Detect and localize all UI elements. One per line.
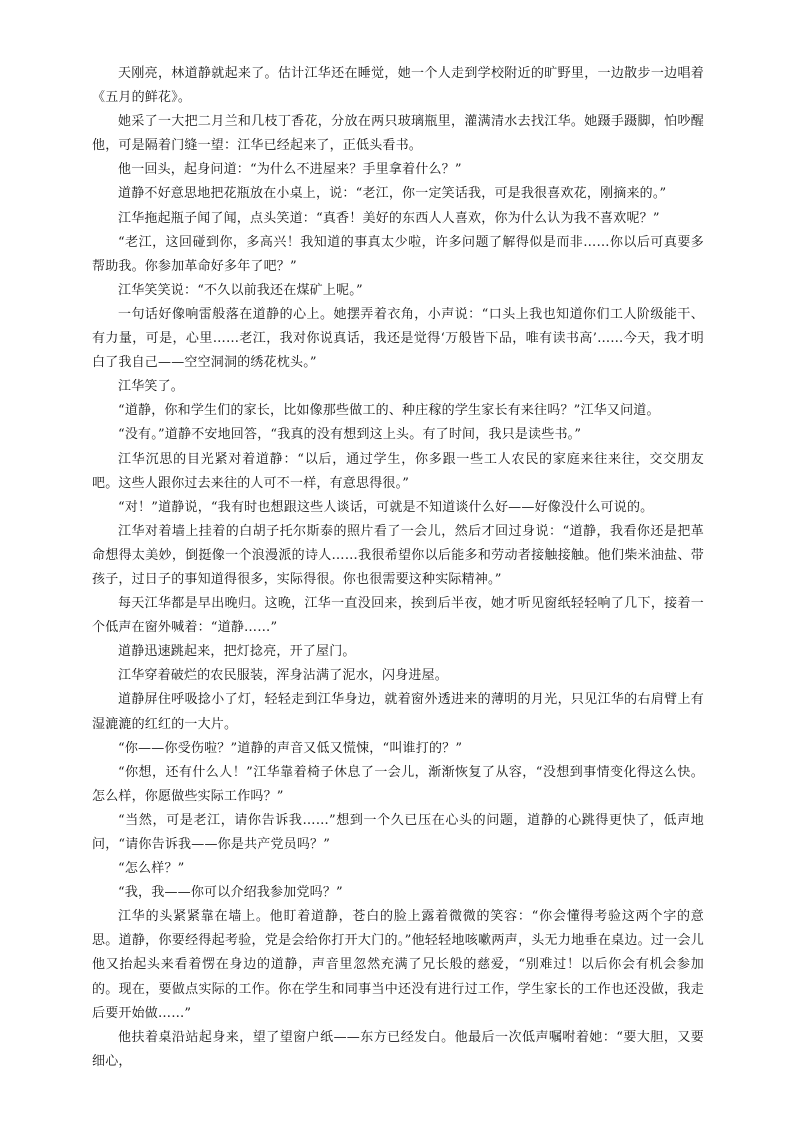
- paragraph: [92, 905, 704, 1025]
- paragraph-text: 道静屏住呼吸捻小了灯，轻轻走到江华身边，就着窗外透进来的薄明的月光，只见江华的右肩臂上有湿漉漉的红红的一大片。: [92, 692, 704, 732]
- paragraph-text: 江华对着墙上挂着的白胡子托尔斯泰的照片看了一会儿，然后才回过身说：“道静，我看你还是把革命想得太美妙，倒挺像一个浪漫派的诗人……我很希望你以后能多和劳动者接触接触。他们柴米油盐、带孩子，过日子的事知道得很多，实际得很。你也很需要这种实际精神。”: [92, 523, 704, 587]
- paragraph-text: 天刚亮，林道静就起来了。估计江华还在睡觉，她一个人走到学校附近的旷野里，一边散步一边唱着《五月的鲜花》。: [92, 66, 704, 106]
- paragraph: [92, 857, 704, 881]
- paragraph-text: 江华穿着破烂的农民服装，浑身沾满了泥水，闪身进屋。: [118, 668, 449, 684]
- paragraph: [92, 520, 704, 592]
- paragraph-text: “你想，还有什么人！”江华靠着椅子休息了一会儿，渐渐恢复了从容，“没想到事情变化得这么快。怎么样，你愿做些实际工作吗？”: [92, 764, 704, 804]
- paragraph: [92, 207, 704, 231]
- paragraph-text: 一句话好像响雷般落在道静的心上。她摆弄着衣角，小声说：“口头上我也知道你们工人阶级能干、有力量，可是，心里……老江，我对你说真话，我还是觉得‘万般皆下品，唯有读书高’……今天，我才明白了我自己——空空洞洞的绣花枕头。”: [92, 306, 704, 371]
- paragraph: [92, 737, 704, 761]
- paragraph-text: 江华沉思的目光紧对着道静：“以后，通过学生，你多跟一些工人农民的家庭来往来往，交交朋友吧。这些人跟你过去来往的人可不一样，有意思得很。”: [92, 451, 704, 491]
- paragraph-text: “当然，可是老江，请你告诉我……”想到一个久已压在心头的问题，道静的心跳得更快了，低声地问，“请你告诉我——你是共产党员吗？”: [92, 812, 704, 852]
- paragraph: [92, 809, 704, 857]
- paragraph-text: 江华笑笑说：“不久以前我还在煤矿上呢。”: [118, 282, 363, 298]
- paragraph: [92, 688, 704, 736]
- paragraph-text: “对！”道静说，“我有时也想跟这些人谈话，可就是不知道谈什么好——好像没什么可说的。: [118, 499, 654, 515]
- paragraph: [92, 399, 704, 423]
- paragraph-text: “你——你受伤啦？”道静的声音又低又慌悚，“叫谁打的？”: [118, 740, 463, 756]
- story-text: [92, 62, 704, 1074]
- paragraph-text: “我，我——你可以介绍我参加党吗？”: [118, 885, 343, 901]
- paragraph-text: “没有。”道静不安地回答，“我真的没有想到这上头。有了时间，我只是读些书。”: [118, 427, 582, 443]
- paragraph-text: 他扶着桌沿站起身来，望了望窗户纸——东方已经发白。他最后一次低声嘱咐着她：“要大胆，又要细心，: [92, 1029, 704, 1069]
- paragraph: [92, 496, 704, 520]
- paragraph-text: 他一回头，起身问道：“为什么不进屋来？手里拿着什么？”: [118, 162, 462, 178]
- paragraph: [92, 761, 704, 809]
- paragraph: [92, 448, 704, 496]
- paragraph: [92, 231, 704, 279]
- paragraph-text: “道静，你和学生们的家长，比如像那些做工的、种庄稼的学生家长有来往吗？”江华又问道。: [118, 403, 660, 419]
- paragraph: [92, 640, 704, 664]
- paragraph: [92, 182, 704, 206]
- paragraph-text: 江华笑了。: [118, 379, 185, 395]
- paragraph: [92, 158, 704, 182]
- paragraph: [92, 664, 704, 688]
- paragraph: [92, 592, 704, 640]
- paragraph-text: 道静不好意思地把花瓶放在小桌上，说：“老江，你一定笑话我，可是我很喜欢花，刚摘来的。”: [118, 186, 667, 202]
- paragraph-text: 她采了一大把二月兰和几枝丁香花，分放在两只玻璃瓶里，灌满清水去找江华。她蹑手蹑脚，怕吵醒他，可是隔着门缝一望：江华已经起来了，正低头看书。: [92, 114, 704, 154]
- paragraph: [92, 881, 704, 905]
- paragraph: [92, 279, 704, 303]
- paragraph-text: 道静迅速跳起来，把灯捻亮，开了屋门。: [118, 644, 356, 660]
- paragraph-text: 江华的头紧紧靠在墙上。他盯着道静，苍白的脸上露着微微的笑容：“你会懂得考验这两个字的意思。道静，你要经得起考验，党是会给你打开大门的。”他轻轻地咳嗽两声，头无力地垂在桌边。过一会儿他又抬起头来看着愣在身边的道静，声音里忽然充满了兄长般的慈爱，“别难过！以后你会有机会参加的。现在，要做点实际的工作。你在学生和同事当中还没有进行过工作，学生家长的工作也还没做，我走后要开始做……”: [92, 909, 704, 1021]
- paragraph-text: 江华拖起瓶子闻了闻，点头笑道：“真香！美好的东西人人喜欢，你为什么认为我不喜欢呢？”: [118, 210, 660, 226]
- paragraph: [92, 1026, 704, 1074]
- paragraph-text: 每天江华都是早出晚归。这晚，江华一直没回来，挨到后半夜，她才听见窗纸轻轻响了几下，接着一个低声在窗外喊着：“道静……”: [92, 596, 704, 636]
- paragraph: [92, 375, 704, 399]
- paragraph: [92, 62, 704, 110]
- paragraph: [92, 303, 704, 375]
- paragraph: [92, 110, 704, 158]
- paragraph: [92, 423, 704, 447]
- paragraph-text: “怎么样？”: [118, 861, 185, 877]
- paragraph-text: “老江，这回碰到你，多高兴！我知道的事真太少啦，许多问题了解得似是而非……你以后可真要多帮助我。你参加革命好多年了吧？”: [92, 234, 704, 274]
